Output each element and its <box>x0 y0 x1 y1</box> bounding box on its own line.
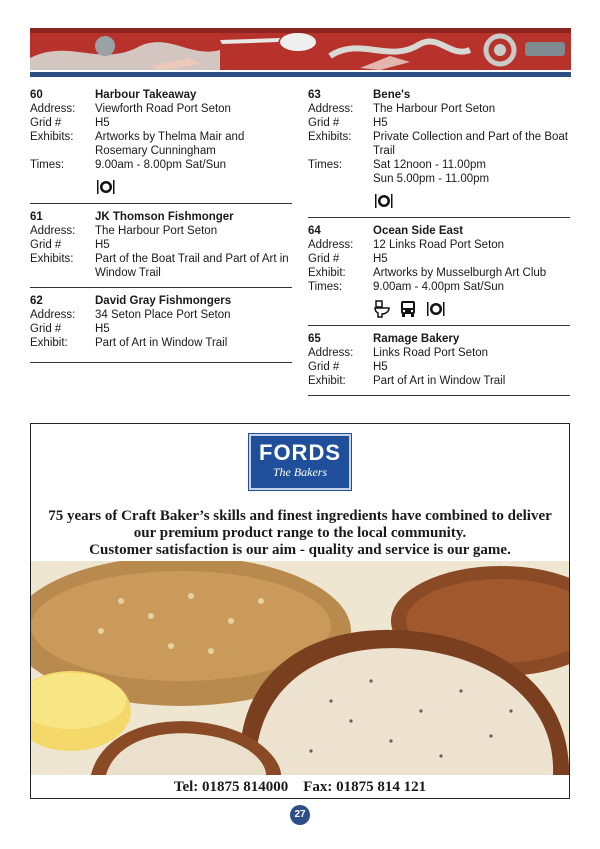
advert-slogan <box>31 508 569 559</box>
listing-64 <box>308 224 570 326</box>
field-label: Exhibit: <box>30 337 68 349</box>
field-label: Exhibit: <box>308 375 346 387</box>
field-label: Exhibits: <box>30 253 74 265</box>
field-value: The Harbour Port Seton <box>95 225 218 237</box>
right-column <box>308 88 570 402</box>
listing-name: Ramage Bakery <box>373 333 460 345</box>
logo-wordmark: FORDS <box>259 440 341 465</box>
entry-divider <box>308 395 570 396</box>
banner-artwork <box>30 28 571 70</box>
bus-icon <box>399 300 417 318</box>
phone-number: Tel: 01875 814000 <box>173 779 289 795</box>
field-label: Grid # <box>308 117 340 129</box>
advert-contact <box>31 779 569 796</box>
decorative-banner <box>30 28 571 70</box>
entry-divider <box>308 325 570 326</box>
field-value: Viewforth Road Port Seton <box>95 103 231 115</box>
field-value: H5 <box>95 117 110 129</box>
page-number: 27 <box>290 805 310 825</box>
listing-number: 65 <box>308 333 321 345</box>
field-value: Artworks by Musselburgh Art Club <box>373 267 547 279</box>
listing-name: JK Thomson Fishmonger <box>95 211 234 223</box>
slogan-line: 75 years of Craft Baker’s skills and finest ingredients have combined to deliver <box>48 508 552 524</box>
bread-illustration <box>31 561 569 775</box>
listing-number: 64 <box>308 225 321 237</box>
left-column <box>30 88 292 369</box>
field-label: Grid # <box>30 323 62 335</box>
field-label: Grid # <box>308 253 340 265</box>
field-value: H5 <box>95 239 110 251</box>
field-value: Part of the Boat Trail and Part of Art in Window Trail <box>95 253 289 279</box>
field-value: Part of Art in Window Trail <box>95 337 228 349</box>
listing-name: Harbour Takeaway <box>95 89 197 101</box>
entry-divider <box>30 203 292 204</box>
field-label: Times: <box>30 159 65 171</box>
listing-65 <box>308 332 570 396</box>
field-label: Exhibit: <box>308 267 346 279</box>
entry-divider <box>30 362 292 363</box>
field-label: Grid # <box>30 239 62 251</box>
field-value: H5 <box>95 323 110 335</box>
toilet-icon <box>373 300 391 318</box>
entry-divider <box>308 217 570 218</box>
restaurant-icon <box>373 192 395 210</box>
fords-bakers-advert <box>30 423 570 799</box>
listing-61 <box>30 210 292 288</box>
fax-number: Fax: 01875 814 121 <box>303 779 427 795</box>
field-value: H5 <box>373 117 388 129</box>
field-value: H5 <box>373 361 388 373</box>
logo-tagline: The Bakers <box>272 465 328 479</box>
listing-number: 63 <box>308 89 321 101</box>
slogan-line: Customer satisfaction is our aim - quality and service is our game. <box>89 542 511 558</box>
field-label: Grid # <box>30 117 62 129</box>
field-value: 12 Links Road Port Seton <box>373 239 505 251</box>
listing-62 <box>30 294 292 363</box>
listing-number: 61 <box>30 211 43 223</box>
listing-name: Ocean Side East <box>373 225 464 237</box>
field-label: Address: <box>30 309 76 321</box>
restaurant-icon <box>95 178 117 196</box>
field-value: Sun 5.00pm - 11.00pm <box>373 173 490 185</box>
header-divider <box>30 72 571 77</box>
field-value: Private Collection and Part of the Boat Trail <box>373 131 568 157</box>
field-label: Exhibits: <box>30 131 74 143</box>
field-value: The Harbour Port Seton <box>373 103 496 115</box>
field-label: Address: <box>308 239 354 251</box>
slogan-line: our premium product range to the local community. <box>133 525 467 541</box>
field-label <box>308 172 373 186</box>
field-value: 34 Seton Place Port Seton <box>95 309 231 321</box>
field-value: Part of Art in Window Trail <box>373 375 506 387</box>
bread-photo <box>31 561 569 775</box>
listing-60 <box>30 88 292 204</box>
field-value: 9.00am - 4.00pm Sat/Sun <box>373 281 505 293</box>
field-label: Address: <box>30 225 76 237</box>
listing-number: 60 <box>30 89 43 101</box>
field-label: Address: <box>308 103 354 115</box>
field-value: Artworks by Thelma Mair and Rosemary Cunningham <box>95 131 245 157</box>
listing-name: Bene's <box>373 89 411 101</box>
restaurant-icon <box>425 300 447 318</box>
field-label: Exhibits: <box>308 131 352 143</box>
field-value: Sat 12noon - 11.00pm <box>373 159 486 171</box>
field-label: Address: <box>30 103 76 115</box>
entry-divider <box>30 287 292 288</box>
field-label: Address: <box>308 347 354 359</box>
field-value: H5 <box>373 253 388 265</box>
listing-number: 62 <box>30 295 43 307</box>
field-label: Times: <box>308 281 343 293</box>
listing-name: David Gray Fishmongers <box>95 295 232 307</box>
field-label: Grid # <box>308 361 340 373</box>
fords-logo <box>249 434 351 490</box>
field-value: Links Road Port Seton <box>373 347 489 359</box>
field-label: Times: <box>308 159 343 171</box>
field-value: 9.00am - 8.00pm Sat/Sun <box>95 159 227 171</box>
listing-63 <box>308 88 570 218</box>
